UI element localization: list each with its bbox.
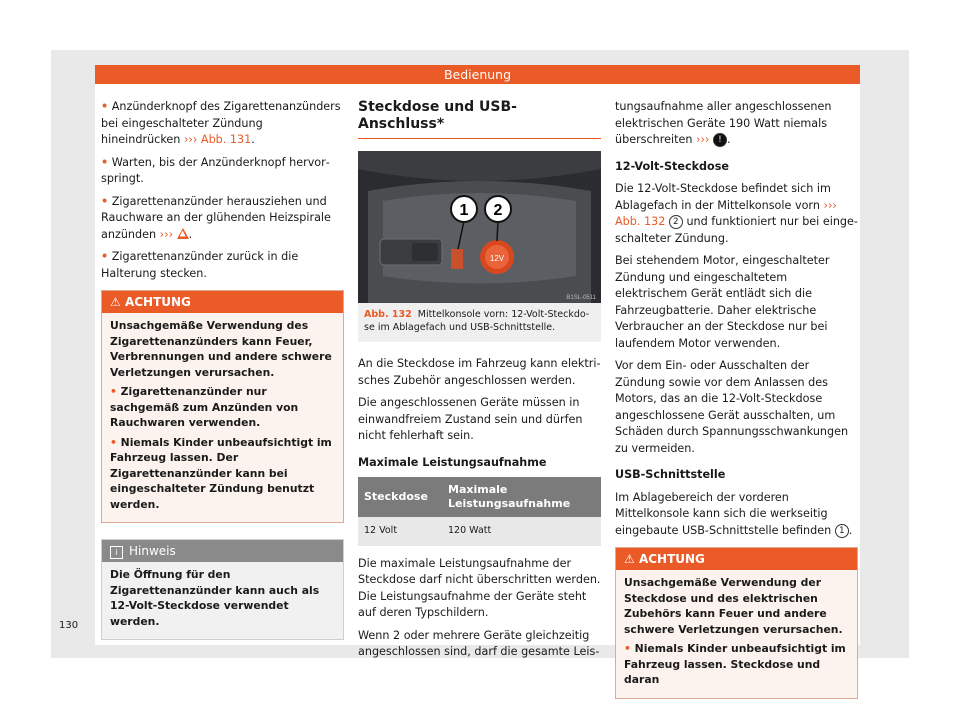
figure-caption: Abb. 132 Mittelkonsole vorn: 12-Volt-Steckdose im Ablagefach und USB-Schnittstelle. bbox=[358, 303, 601, 342]
svg-text:1: 1 bbox=[459, 202, 469, 219]
list-item: • Niemals Kinder unbeaufsichtigt im Fahrzeug lassen. Steckdose und daran bbox=[624, 642, 846, 686]
paragraph: Die 12-Volt-Steckdose befindet sich im Ablagefach in der Mittelkonsole vorn ››› Abb. 132 2 und funktioniert nur bei eingeschalteter Zündung. bbox=[615, 182, 858, 245]
bullet-icon: • bbox=[101, 194, 109, 208]
section-title: Steckdose und USB-Anschluss* bbox=[358, 99, 601, 139]
warning-text: Unsachgemäße Verwendung des Zigarettenanzünders kann Feuer, Verbrennungen und andere schwere Verletzungen verursachen. bbox=[110, 319, 332, 379]
hint-box bbox=[101, 539, 344, 640]
subheading: Maximale Leistungsaufnahme bbox=[358, 455, 547, 469]
bullet-icon: • bbox=[101, 155, 109, 169]
column-left bbox=[101, 99, 344, 640]
warning-icon[interactable] bbox=[177, 228, 189, 239]
warning-header: ⚠ ACHTUNG bbox=[616, 548, 857, 570]
callout-ref-1: 1 bbox=[835, 524, 849, 538]
paragraph: Bei stehendem Motor, eingeschalteter Zündung und eingeschaltetem elektrischem Gerät entlädt sich die Fahrzeugbatterie. Daher elektrische Verbraucher an der Steckdose nur bei laufendem Motor verwenden. bbox=[615, 254, 830, 350]
table-cell: 120 Watt bbox=[442, 517, 601, 546]
photo-code: B1SL-0511 bbox=[566, 295, 596, 301]
bullet-icon: • bbox=[110, 385, 117, 398]
usb-port bbox=[451, 249, 463, 269]
list-item: • Warten, bis der Anzünderknopf hervorspringt. bbox=[101, 155, 330, 185]
svg-text:2: 2 bbox=[493, 202, 503, 219]
manual-page bbox=[95, 65, 860, 686]
hint-header: i Hinweis bbox=[102, 540, 343, 562]
socket-label: 12V bbox=[489, 254, 505, 263]
caption-label: Abb. 132 bbox=[364, 309, 412, 320]
table-header: Maximale Leistungsaufnahme bbox=[442, 477, 601, 517]
paragraph: An die Steckdose im Fahrzeug kann elektrisches Zubehör angeschlossen werden. bbox=[358, 357, 601, 387]
reference-arrows: ››› bbox=[183, 133, 198, 146]
warning-box bbox=[101, 290, 344, 523]
list-item: • Anzünderknopf des Zigarettenanzünders bei eingeschalteter Zündung hineindrücken ››› Abb. 131. bbox=[101, 100, 341, 146]
bullet-icon: • bbox=[101, 250, 109, 263]
hint-text: Die Öffnung für den Zigarettenanzünder kann auch als 12-Volt-Steckdose verwendet werden. bbox=[110, 568, 320, 628]
bullet-icon: • bbox=[101, 100, 109, 113]
paragraph: Wenn 2 oder mehrere Geräte gleichzeitig angeschlossen sind, darf die gesamte Leis- bbox=[358, 628, 600, 658]
column-right bbox=[615, 99, 858, 699]
reference-arrows: ››› bbox=[159, 227, 174, 241]
warning-header: ⚠ ACHTUNG bbox=[102, 291, 343, 313]
console-photo bbox=[358, 151, 601, 303]
subheading: 12-Volt-Steckdose bbox=[615, 159, 729, 173]
table-row bbox=[358, 517, 601, 546]
paragraph: Die maximale Leistungsaufnahme der Steckdose darf nicht überschritten werden. Die Leistungsaufnahme der Geräte steht auf deren Typschildern. bbox=[358, 556, 601, 619]
list-item: • Zigarettenanzünder herausziehen und Rauchware an der glühenden Heizspirale anzünden ››› . bbox=[101, 194, 331, 241]
callout-ref-2: 2 bbox=[669, 215, 683, 229]
page-number: 130 bbox=[59, 620, 79, 631]
figure-link[interactable]: Abb. 132 bbox=[615, 215, 666, 228]
paragraph: Vor dem Ein- oder Ausschalten der Zündung sowie vor dem Anlassen des Motors, das an die 12-Volt-Steckdose angeschlossene Gerät ausschalten, um Schäden durch Spannungsschwankungen zu vermeiden. bbox=[615, 359, 849, 455]
paragraph: tungsaufnahme aller angeschlossenen elektrischen Geräte 190 Watt niemals überschreiten ››› ! . bbox=[615, 100, 832, 146]
warning-box bbox=[615, 547, 858, 699]
table-cell: 12 Volt bbox=[358, 517, 442, 546]
column-middle bbox=[358, 99, 601, 667]
power-table bbox=[358, 477, 601, 546]
reference-arrows: ››› bbox=[823, 198, 837, 212]
table-header: Steckdose bbox=[358, 477, 442, 517]
subheading: USB-Schnittstelle bbox=[615, 468, 726, 481]
warning-ref-icon[interactable]: ! bbox=[713, 133, 727, 147]
paragraph: Die angeschlossenen Geräte müssen in einwandfreiem Zustand sein und dürfen nicht fehlerhaft sein. bbox=[358, 396, 583, 442]
list-item: • Niemals Kinder unbeaufsichtigt im Fahrzeug lassen. Der Zigarettenanzünder kann bei eingeschalteter Zündung benutzt werden. bbox=[110, 435, 332, 511]
paragraph: Im Ablagebereich der vorderen Mittelkonsole kann sich die werkseitig eingebaute USB-Schnittstelle befinden 1 . bbox=[615, 490, 853, 537]
info-icon: i bbox=[110, 546, 123, 559]
reference-arrows: ››› bbox=[696, 133, 710, 146]
list-item: • Zigarettenanzünder nur sachgemäß zum Anzünden von Rauchwaren verwenden. bbox=[110, 385, 299, 429]
section-header: Bedienung bbox=[95, 65, 860, 84]
figure-link[interactable]: Abb. 131 bbox=[200, 133, 252, 146]
bullet-icon: • bbox=[110, 435, 117, 449]
bullet-icon: • bbox=[624, 642, 631, 655]
console-illustration bbox=[358, 151, 601, 303]
warning-text: Unsachgemäße Verwendung der Steckdose und des elektrischen Zubehörs kann Feuer und andere schwere Verletzungen verursachen. bbox=[624, 576, 843, 636]
list-item: • Zigarettenanzünder zurück in die Halterung stecken. bbox=[101, 250, 299, 280]
